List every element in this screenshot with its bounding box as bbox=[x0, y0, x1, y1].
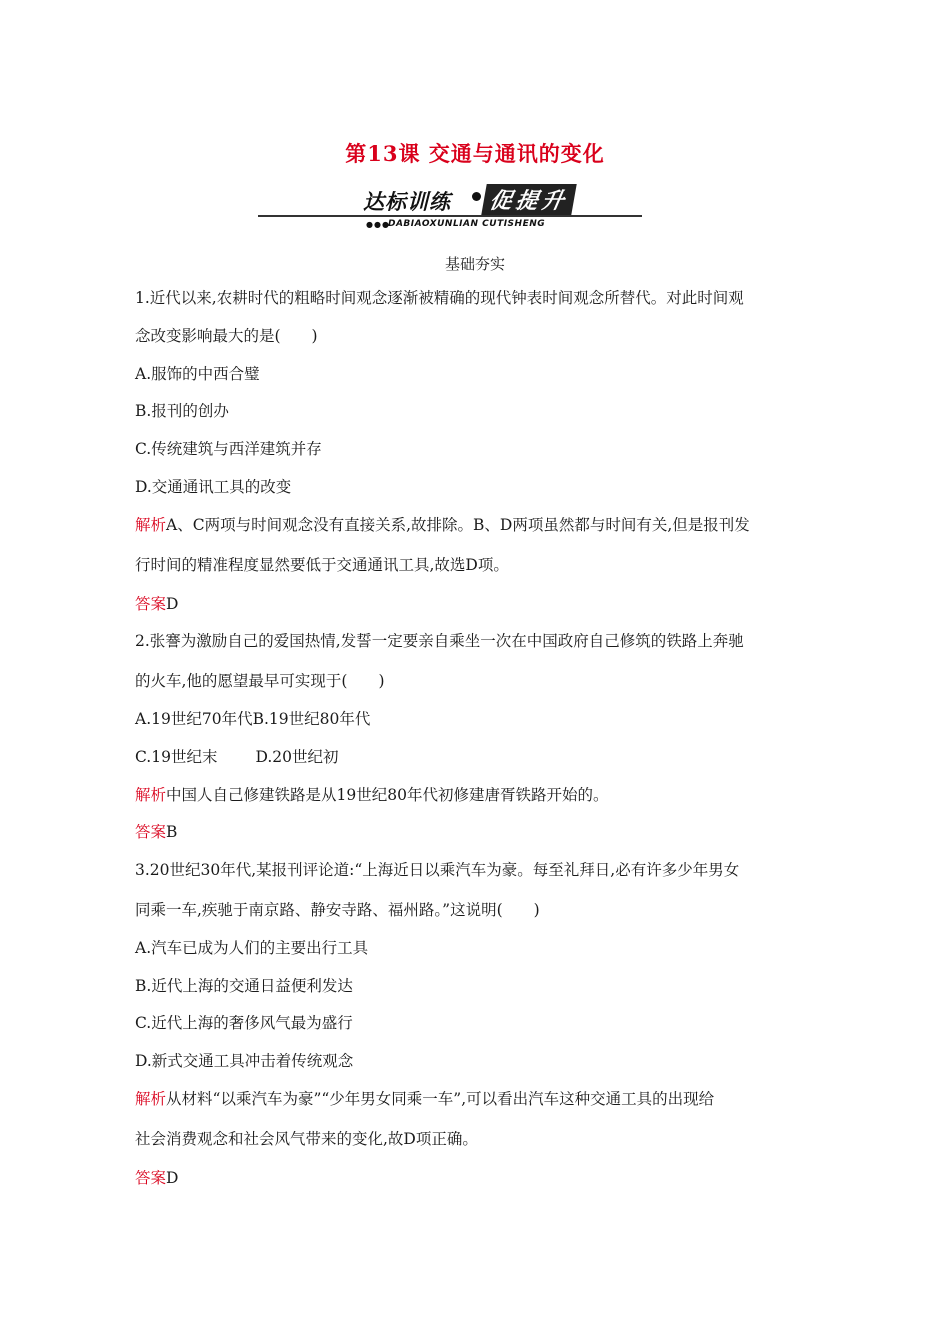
section-banner bbox=[258, 186, 642, 232]
q3-analysis-line-1 bbox=[135, 1087, 714, 1109]
q3-analysis-text: 从材料“以乘汽车为豪”“少年男女同乘一车”,可以看出汽车这种交通工具的出现给 bbox=[166, 1090, 715, 1108]
q2-answer-value: B bbox=[166, 823, 178, 841]
q3-answer-value: D bbox=[166, 1169, 179, 1187]
banner-divider bbox=[258, 215, 642, 217]
analysis-label: 解析 bbox=[135, 1090, 167, 1108]
q1-analysis-line-1 bbox=[135, 513, 750, 535]
q1-answer bbox=[135, 592, 178, 614]
q3-stem-line-1: 3.20世纪30年代,某报刊评论道:“上海近日以乘汽车为豪。每至礼拜日,必有许多少年男女 bbox=[135, 861, 740, 879]
lesson-title: 第13课 交通与通讯的变化 bbox=[345, 141, 605, 166]
q1-stem-line-2: 念改变影响最大的是( ) bbox=[135, 327, 318, 345]
banner-subtitle: DABIAOXUNLIAN CUTISHENG bbox=[388, 219, 546, 229]
q1-option-d: D.交通通讯工具的改变 bbox=[135, 478, 292, 496]
q3-answer bbox=[135, 1166, 178, 1188]
q2-options-cd bbox=[135, 745, 339, 767]
q2-analysis-line-1 bbox=[135, 783, 608, 805]
q2-option-d: D.20世纪初 bbox=[255, 748, 339, 766]
q3-stem-line-2: 同乘一车,疾驰于南京路、静安寺路、福州路。”这说明( ) bbox=[135, 901, 540, 919]
q2-stem-line-2: 的火车,他的愿望最早可实现于( ) bbox=[135, 672, 385, 690]
analysis-label: 解析 bbox=[135, 516, 167, 534]
q3-option-d: D.新式交通工具冲击着传统观念 bbox=[135, 1052, 354, 1070]
q3-option-a: A.汽车已成为人们的主要出行工具 bbox=[135, 939, 369, 957]
q1-stem-line-1: 1.近代以来,农耕时代的粗略时间观念逐渐被精确的现代钟表时间观念所替代。对此时间观 bbox=[135, 289, 744, 307]
q3-option-c: C.近代上海的奢侈风气最为盛行 bbox=[135, 1014, 353, 1032]
q1-option-a: A.服饰的中西合璧 bbox=[135, 365, 260, 383]
q2-analysis-text: 中国人自己修建铁路是从19世纪80年代初修建唐胥铁路开始的。 bbox=[166, 786, 609, 804]
answer-label: 答案 bbox=[135, 595, 167, 613]
analysis-label: 解析 bbox=[135, 786, 167, 804]
q3-analysis-line-2: 社会消费观念和社会风气带来的变化,故D项正确。 bbox=[135, 1130, 478, 1148]
q2-options-ab: A.19世纪70年代B.19世纪80年代 bbox=[135, 710, 371, 728]
q1-analysis-line-2: 行时间的精准程度显然要低于交通通讯工具,故选D项。 bbox=[135, 556, 509, 574]
q1-option-c: C.传统建筑与西洋建筑并存 bbox=[135, 440, 322, 458]
q2-answer bbox=[135, 820, 177, 842]
banner-emphasis-text: 促提升 bbox=[481, 184, 576, 215]
q2-stem-line-1: 2.张謇为激励自己的爱国热情,发誓一定要亲自乘坐一次在中国政府自己修筑的铁路上奔驰 bbox=[135, 632, 744, 650]
answer-label: 答案 bbox=[135, 1169, 167, 1187]
banner-main-text: 达标训练 bbox=[363, 190, 451, 214]
q2-option-c: C.19世纪末 bbox=[135, 748, 218, 766]
banner-dots-icon: ●●● bbox=[366, 220, 390, 229]
answer-label: 答案 bbox=[135, 823, 167, 841]
section-heading: 基础夯实 bbox=[444, 255, 505, 273]
banner-bullet-icon bbox=[472, 192, 481, 201]
q1-analysis-text: A、C两项与时间观念没有直接关系,故排除。B、D两项虽然都与时间有关,但是报刊发 bbox=[166, 516, 750, 534]
q3-option-b: B.近代上海的交通日益便利发达 bbox=[135, 977, 353, 995]
q1-answer-value: D bbox=[166, 595, 179, 613]
q1-option-b: B.报刊的创办 bbox=[135, 402, 229, 420]
